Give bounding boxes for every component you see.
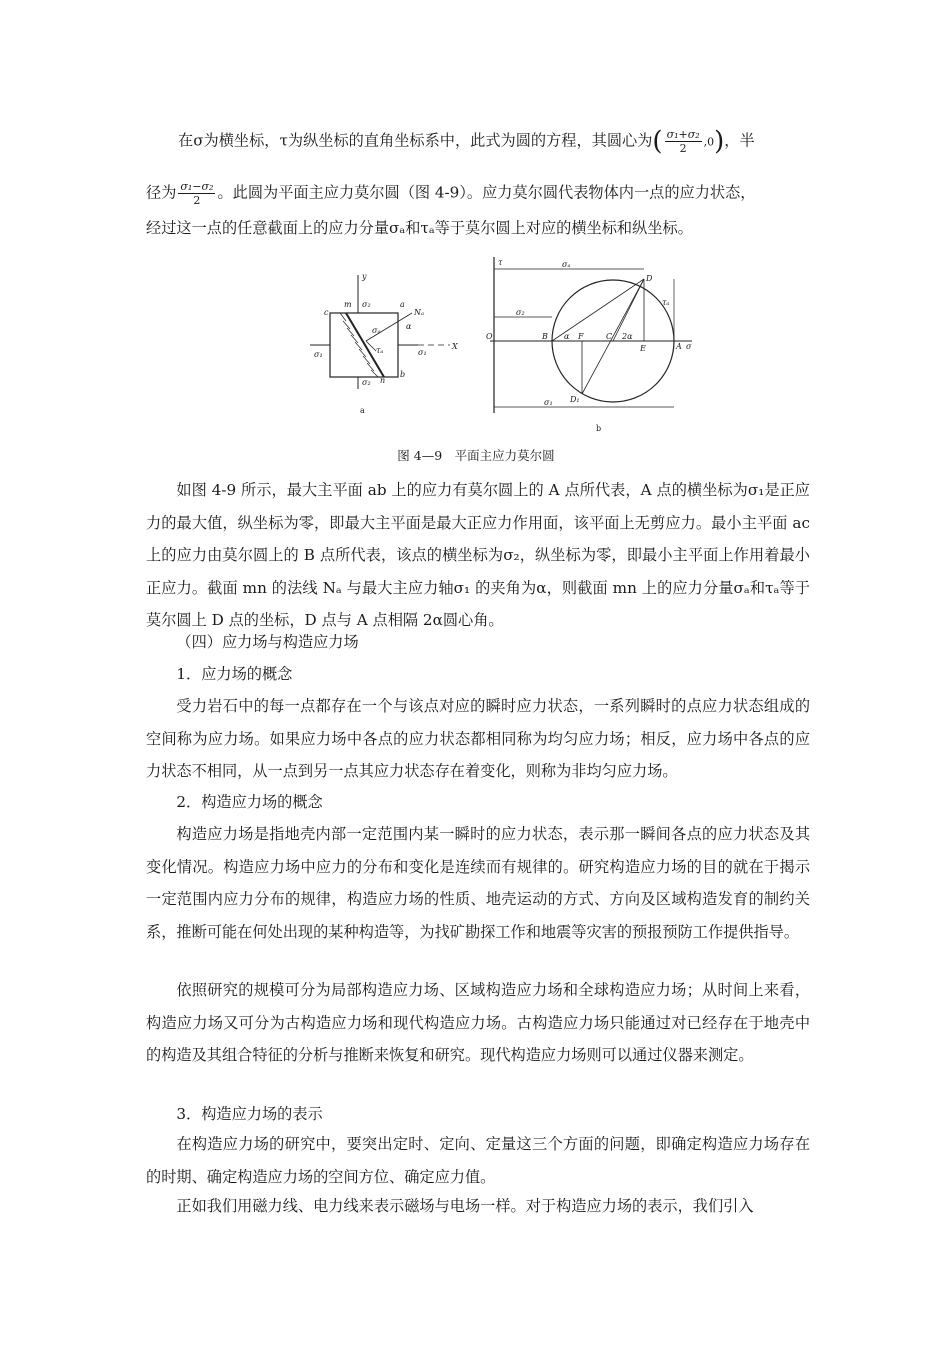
label-2alpha: 2α bbox=[622, 332, 633, 341]
mohr-circle-figure bbox=[300, 255, 710, 435]
label-D: D bbox=[646, 274, 653, 283]
label-sigma1-b: σ₁ bbox=[544, 398, 553, 407]
intro-line-2: 径为 $\frac{\text{σ₁−σ₂}}{2}$ 。此圆为平面主应力莫尔圆（图 4-9）。应力莫尔圆代表物体内一点的应力状态， bbox=[146, 180, 756, 207]
label-X: X bbox=[452, 342, 458, 351]
label-tau-a: τₐ bbox=[376, 346, 384, 355]
paragraph-mohr-explanation: 如图 4-9 所示，最大主平面 ab 上的应力有莫尔圆上的 A 点所代表，A 点的横坐标为σ₁是正应力的最大值，纵坐标为零，即最大主平面是最大正应力作用面，该平面上无剪应力。最小主平面 ac 上的应力由莫尔圆上的 B 点所代表，该点的横坐标为σ₂，纵坐标为零，即最小主平面上作用着最小正应力。截面 mn 的法线 Nₐ 与最大主应力轴σ₁ 的夹角为α，则截面 mn 上的应力分量σₐ和τₐ等于莫尔圆上 D 点的坐标，D 点与 A 点相隔 2α圆心角。 bbox=[146, 481, 810, 629]
figure-b-mohr-circle bbox=[486, 257, 692, 433]
subheading-3: 3．构造应力场的表示 bbox=[176, 1105, 323, 1123]
center-fraction: $\frac{\text{σ₁+σ₂}}{2}$ bbox=[666, 128, 700, 155]
label-n: n bbox=[380, 376, 386, 385]
figure-caption: 图 4—9 平面主应力莫尔圆 bbox=[397, 448, 555, 463]
label-B: B bbox=[542, 332, 548, 341]
paragraph-stress-field: 受力岩石中的每一点都存在一个与该点对应的瞬时应力状态，一系列瞬时的点应力状态组成的空间称为应力场。如果应力场中各点的应力状态都相同称为均匀应力场；相反，应力场中各点的应力状态不相同，从一点到另一点其应力状态存在着变化，则称为非均匀应力场。 bbox=[146, 697, 810, 780]
label-alpha-b: α bbox=[564, 332, 570, 341]
label-sigma-a-b: σₐ bbox=[562, 260, 571, 269]
figure-b-label: b bbox=[596, 424, 602, 433]
label-E: E bbox=[640, 344, 646, 353]
figure-a-stress-element bbox=[310, 272, 458, 415]
intro-line-3: 经过这一点的任意截面上的应力分量σₐ和τₐ等于莫尔圆上对应的横坐标和纵坐标。 bbox=[146, 219, 693, 237]
label-sigma2-b: σ₂ bbox=[516, 308, 525, 317]
label-Na: Nₐ bbox=[414, 308, 425, 317]
label-C: C bbox=[606, 332, 613, 341]
label-tau: τ bbox=[498, 258, 503, 267]
label-b-corner: b bbox=[400, 370, 406, 379]
label-sigma: σ bbox=[686, 342, 692, 351]
subheading-1: 1．应力场的概念 bbox=[176, 665, 293, 683]
label-sigma1-right: σ₁ bbox=[418, 348, 427, 357]
label-A: A bbox=[676, 342, 682, 351]
subheading-2: 2．构造应力场的概念 bbox=[176, 793, 323, 811]
label-O: O bbox=[486, 332, 493, 341]
label-sigma1-left: σ₁ bbox=[314, 350, 323, 359]
label-tau-a-b: τₐ bbox=[662, 298, 670, 307]
label-c: c bbox=[324, 308, 329, 317]
label-D1: D₁ bbox=[570, 395, 580, 404]
radius-fraction: $\frac{\text{σ₁−σ₂}}{2}$ bbox=[180, 180, 214, 207]
section-mn bbox=[346, 313, 384, 377]
paragraph-magnetic-analogy: 正如我们用磁力线、电力线来表示磁场与电场一样。对于构造应力场的表示，我们引入 bbox=[176, 1197, 754, 1215]
label-alpha: α bbox=[406, 322, 412, 331]
paragraph-classification: 依照研究的规模可分为局部构造应力场、区域构造应力场和全球构造应力场；从时间上来看，构造应力场又可分为古构造应力场和现代构造应力场。古构造应力场只能通过对已经存在于地壳中的构造及其组合特征的分析与推断来恢复和研究。现代构造应力场则可以通过仪器来测定。 bbox=[146, 981, 810, 1064]
label-sigma2-top: σ₂ bbox=[362, 300, 371, 309]
paragraph-tectonic-stress-field: 构造应力场是指地壳内部一定范围内某一瞬时的应力状态，表示那一瞬间各点的应力状态及其变化情况。构造应力场中应力的分布和变化是连续而有规律的。研究构造应力场的目的就在于揭示一定范围内应力分布的规律，构造应力场的性质、地壳运动的方式、方向及区域构造发育的制约关系，推断可能在何处出现的某种构造等，为找矿勘探工作和地震等灾害的预报预防工作提供指导。 bbox=[146, 825, 810, 941]
label-sigma2-bottom: σ₂ bbox=[362, 378, 371, 387]
paragraph-representation: 在构造应力场的研究中，要突出定时、定向、定量这三个方面的问题，即确定构造应力场存在的时期、确定构造应力场的空间方位、确定应力值。 bbox=[146, 1135, 810, 1186]
figure-a-label: a bbox=[360, 406, 365, 415]
label-F: F bbox=[578, 332, 584, 341]
label-m: m bbox=[344, 300, 352, 309]
intro-line-1: 在σ为横坐标，τ为纵坐标的直角坐标系中，此式为圆的方程，其圆心为( $\frac{\text{σ₁+σ₂}}{2}$ ,0)，半 bbox=[178, 126, 755, 157]
label-a-corner: a bbox=[400, 300, 405, 309]
y-label: y bbox=[362, 272, 367, 281]
section-heading-4: （四）应力场与构造应力场 bbox=[176, 633, 359, 651]
line-D1D bbox=[582, 279, 644, 394]
label-sigma-a: σₐ bbox=[372, 326, 381, 335]
